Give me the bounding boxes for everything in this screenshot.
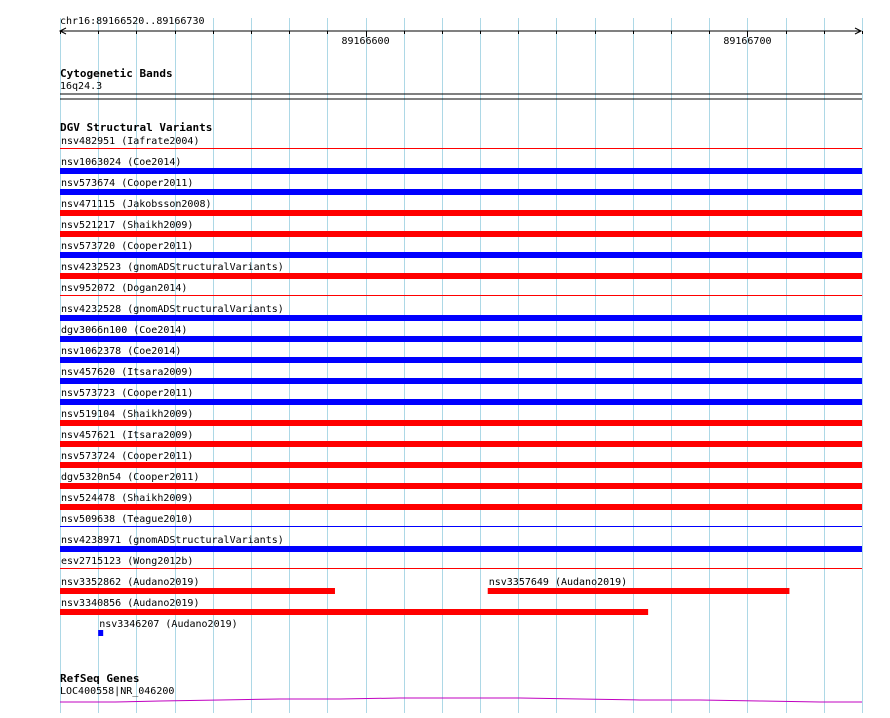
cytoband-track <box>60 67 862 99</box>
dgv-feature-label[interactable]: nsv3346207 (Audano2019) <box>99 619 238 630</box>
dgv-feature[interactable] <box>60 325 862 342</box>
ruler-location-label: chr16:89166520..89166730 <box>60 16 205 27</box>
dgv-feature-bar[interactable] <box>60 378 862 384</box>
dgv-feature-label[interactable]: nsv1063024 (Coe2014) <box>61 157 182 168</box>
dgv-feature-label[interactable]: nsv573674 (Cooper2011) <box>61 178 194 189</box>
dgv-feature[interactable] <box>60 451 862 468</box>
dgv-feature-label[interactable]: nsv524478 (Shaikh2009) <box>61 493 194 504</box>
dgv-feature-bar[interactable] <box>60 357 862 363</box>
dgv-feature-line[interactable] <box>60 295 862 296</box>
dgv-feature[interactable] <box>60 241 862 258</box>
dgv-feature-label[interactable]: nsv4232523 (gnomADStructuralVariants) <box>61 262 284 273</box>
dgv-feature-bar[interactable] <box>60 546 862 552</box>
dgv-feature-bar[interactable] <box>60 399 862 405</box>
dgv-feature[interactable] <box>60 178 862 195</box>
dgv-feature[interactable] <box>488 577 790 594</box>
dgv-feature-label[interactable]: nsv573720 (Cooper2011) <box>61 241 194 252</box>
dgv-feature-label[interactable]: nsv457621 (Itsara2009) <box>61 430 194 441</box>
ruler-tick-label: 89166700 <box>723 36 772 47</box>
dgv-feature[interactable] <box>60 304 862 321</box>
dgv-feature-bar[interactable] <box>60 273 862 279</box>
refseq-track <box>60 672 862 702</box>
dgv-feature-label[interactable]: nsv573724 (Cooper2011) <box>61 451 194 462</box>
dgv-feature[interactable] <box>60 409 862 426</box>
ruler-track <box>60 16 863 47</box>
dgv-feature[interactable] <box>60 535 862 552</box>
dgv-feature-bar[interactable] <box>60 252 862 258</box>
cytoband-label[interactable]: 16q24.3 <box>60 81 103 92</box>
dgv-features <box>60 136 862 636</box>
dgv-feature-label[interactable]: nsv4232528 (gnomADStructuralVariants) <box>61 304 284 315</box>
dgv-feature[interactable] <box>60 157 862 174</box>
dgv-feature-label[interactable]: dgv3066n100 (Coe2014) <box>61 325 188 336</box>
dgv-feature-line[interactable] <box>60 526 862 527</box>
dgv-feature-line[interactable] <box>60 568 862 569</box>
dgv-track-title[interactable]: DGV Structural Variants <box>60 121 213 134</box>
dgv-feature-bar[interactable] <box>60 504 862 510</box>
dgv-feature-bar[interactable] <box>60 483 862 489</box>
dgv-track <box>60 121 862 636</box>
dgv-feature-label[interactable]: nsv3357649 (Audano2019) <box>488 577 628 588</box>
dgv-feature-label[interactable]: nsv952072 (Dogan2014) <box>61 283 188 294</box>
dgv-feature[interactable] <box>98 619 237 636</box>
dgv-feature[interactable] <box>60 220 862 237</box>
dgv-feature-bar[interactable] <box>60 189 862 195</box>
dgv-feature-label[interactable]: nsv519104 (Shaikh2009) <box>61 409 194 420</box>
dgv-feature[interactable] <box>60 283 862 296</box>
dgv-feature-label[interactable]: dgv5320n54 (Cooper2011) <box>61 472 200 483</box>
ruler-tick-label: 89166600 <box>341 36 390 47</box>
dgv-feature[interactable] <box>60 367 862 384</box>
dgv-feature-label[interactable]: nsv4238971 (gnomADStructuralVariants) <box>61 535 284 546</box>
dgv-feature[interactable] <box>60 136 862 149</box>
dgv-feature-line[interactable] <box>60 148 862 149</box>
dgv-feature[interactable] <box>60 598 648 615</box>
dgv-feature-label[interactable]: esv2715123 (Wong2012b) <box>61 556 194 567</box>
dgv-feature-label[interactable]: nsv457620 (Itsara2009) <box>61 367 194 378</box>
dgv-feature[interactable] <box>60 493 862 510</box>
dgv-feature-label[interactable]: nsv3352862 (Audano2019) <box>61 577 200 588</box>
dgv-feature[interactable] <box>60 577 335 594</box>
dgv-feature-bar[interactable] <box>60 315 862 321</box>
refseq-gene-label[interactable]: LOC400558|NR_046200 <box>60 686 175 697</box>
dgv-feature-bar[interactable] <box>488 588 790 594</box>
dgv-feature-bar[interactable] <box>60 441 862 447</box>
dgv-feature[interactable] <box>60 430 862 447</box>
dgv-feature[interactable] <box>60 262 862 279</box>
dgv-feature[interactable] <box>60 556 862 569</box>
dgv-feature-bar[interactable] <box>60 588 335 594</box>
dgv-feature[interactable] <box>60 346 862 363</box>
dgv-feature-bar[interactable] <box>60 462 862 468</box>
dgv-feature[interactable] <box>60 514 862 527</box>
cytoband-track-title[interactable]: Cytogenetic Bands <box>60 67 173 80</box>
dgv-feature-bar[interactable] <box>60 609 648 615</box>
dgv-feature[interactable] <box>60 199 862 216</box>
dgv-feature-bar[interactable] <box>60 336 862 342</box>
dgv-feature-label[interactable]: nsv1062378 (Coe2014) <box>61 346 182 357</box>
dgv-feature-bar[interactable] <box>60 168 862 174</box>
dgv-feature-label[interactable]: nsv482951 (Iafrate2004) <box>61 136 200 147</box>
ruler-ticks <box>61 31 863 47</box>
refseq-gene-feature[interactable] <box>60 698 862 702</box>
refseq-track-title[interactable]: RefSeq Genes <box>60 672 140 685</box>
dgv-feature-label[interactable]: nsv509638 (Teague2010) <box>61 514 194 525</box>
dgv-feature-bar[interactable] <box>60 210 862 216</box>
dgv-feature-label[interactable]: nsv3340856 (Audano2019) <box>61 598 200 609</box>
dgv-feature-bar[interactable] <box>60 420 862 426</box>
dgv-feature-label[interactable]: nsv573723 (Cooper2011) <box>61 388 194 399</box>
dgv-feature-label[interactable]: nsv521217 (Shaikh2009) <box>61 220 194 231</box>
dgv-feature[interactable] <box>60 472 862 489</box>
dgv-feature[interactable] <box>60 388 862 405</box>
dgv-feature-bar[interactable] <box>60 231 862 237</box>
dgv-feature-label[interactable]: nsv471115 (Jakobsson2008) <box>61 199 212 210</box>
dgv-feature-bar[interactable] <box>98 630 103 636</box>
